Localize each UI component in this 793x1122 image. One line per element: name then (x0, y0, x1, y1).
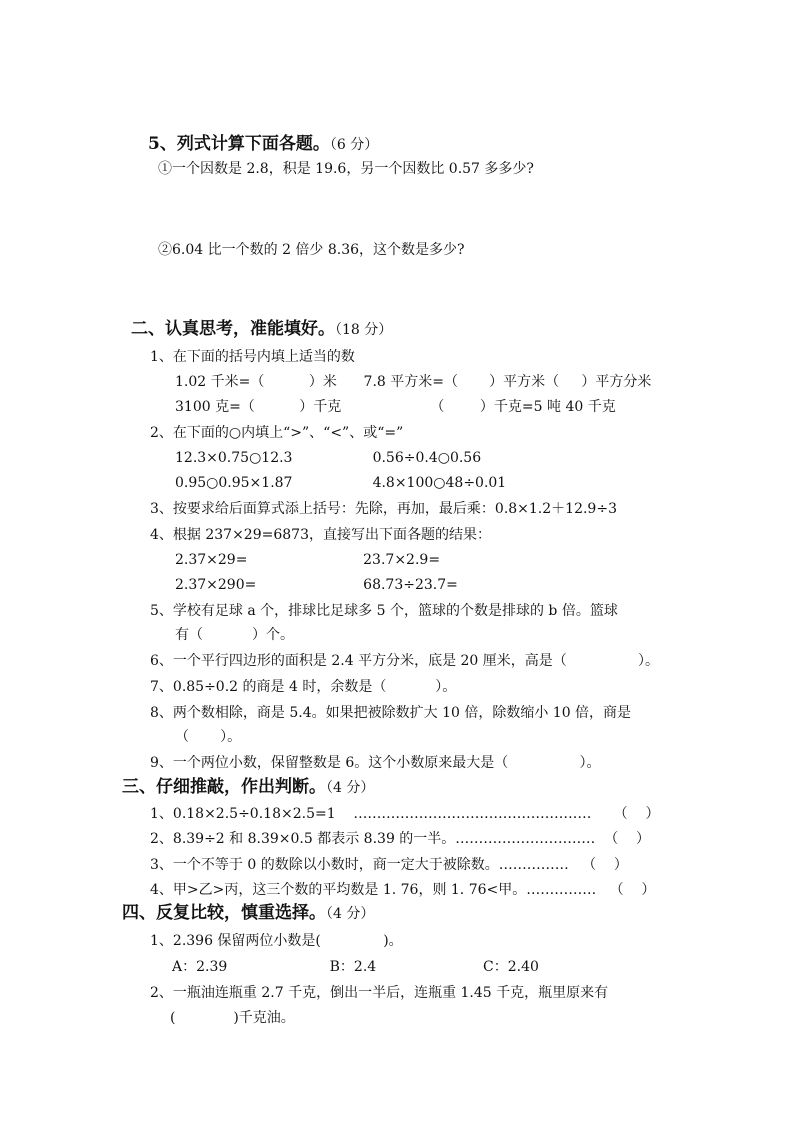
section3-heading (122, 776, 374, 799)
s2-q7: 7、0.85÷0.2 的商是 4 时，余数是（ ）。 (150, 679, 457, 695)
s2-q5-line-b: 有（ ）个。 (175, 627, 294, 643)
q5-title: 5、列式计算下面各题。 (148, 134, 330, 154)
s2-q8-line-a: 8、两个数相除，商是 5.4。如果把被除数扩大 10 倍，除数缩小 10 倍，商是 (150, 705, 632, 721)
section2-points: （18 分） (335, 322, 393, 338)
s2-q6: 6、一个平行四边形的面积是 2.4 平方分米，底是 20 厘米，高是（ ）。 (150, 653, 659, 669)
s2-q9: 9、一个两位小数，保留整数是 6。这个小数原来最大是（ ）。 (150, 755, 601, 771)
section4-points: （4 分） (326, 906, 375, 922)
section4-heading (122, 902, 374, 925)
s2-q4-line-a: 2.37×29= 23.7×2.9= (175, 552, 441, 568)
s2-q1-line-a: 1.02 千米=（ ）米 7.8 平方米=（ ）平方米（ ）平方分米 (175, 374, 652, 390)
s2-q1-prompt: 1、在下面的括号内填上适当的数 (150, 349, 355, 365)
s4-q2-line-b: ( )千克油。 (170, 1010, 295, 1026)
section4-title: 四、反复比较，慎重选择。 (122, 903, 326, 923)
s3-q4: 4、甲>乙>丙，这三个数的平均数是 1. 76，则 1. 76<甲。…………… （ ） (150, 882, 656, 898)
section2-title: 二、认真思考，准能填好。 (131, 319, 335, 339)
s2-q5-line-a: 5、学校有足球 a 个，排球比足球多 5 个，篮球的个数是排球的 b 倍。篮球 (150, 603, 618, 619)
s2-q1-line-b: 3100 克=（ ）千克 （ ）千克=5 吨 40 千克 (175, 399, 616, 415)
s3-q3: 3、一个不等于 0 的数除以小数时，商一定大于被除数。…………… （ ） (150, 857, 628, 873)
s4-q1-prompt: 1、2.396 保留两位小数是( )。 (150, 933, 403, 949)
s2-q2-line-b: 0.95○0.95×1.87 4.8×100○48÷0.01 (175, 475, 507, 491)
s2-q4-line-b: 2.37×290= 68.73÷23.7= (175, 577, 458, 593)
s2-q2-line-a: 12.3×0.75○12.3 0.56÷0.4○0.56 (175, 450, 482, 466)
s2-q2-prompt: 2、在下面的○内填上“>”、“<”、或“=” (150, 425, 404, 441)
s2-q4-prompt: 4、根据 237×29=6873，直接写出下面各题的结果： (150, 527, 491, 543)
s2-q8-line-b: （ ）。 (175, 729, 242, 745)
section3-points: （4 分） (326, 780, 375, 796)
s4-q2-line-a: 2、一瓶油连瓶重 2.7 千克，倒出一半后，连瓶重 1.45 千克，瓶里原来有 (150, 985, 609, 1001)
s4-q1-options: A：2.39 B：2.4 C：2.40 (172, 959, 539, 975)
s2-q3: 3、按要求给后面算式添上括号：先除，再加，最后乘：0.8×1.2＋12.9÷3 (150, 501, 617, 517)
section3-title: 三、仔细推敲，作出判断。 (122, 777, 326, 797)
q5-item-1: ①一个因数是 2.8，积是 19.6，另一个因数比 0.57 多多少? (158, 161, 534, 177)
s3-q1: 1、0.18×2.5÷0.18×2.5=1 …………………………………………… （ ） (150, 806, 660, 822)
section2-heading (131, 318, 392, 341)
q5-item-2: ②6.04 比一个数的 2 倍少 8.36，这个数是多少? (158, 242, 465, 258)
q5-heading (148, 133, 378, 156)
s3-q2: 2、8.39÷2 和 8.39×0.5 都表示 8.39 的一半。………………………… （ ） (150, 831, 651, 847)
q5-points: （6 分） (329, 137, 379, 153)
